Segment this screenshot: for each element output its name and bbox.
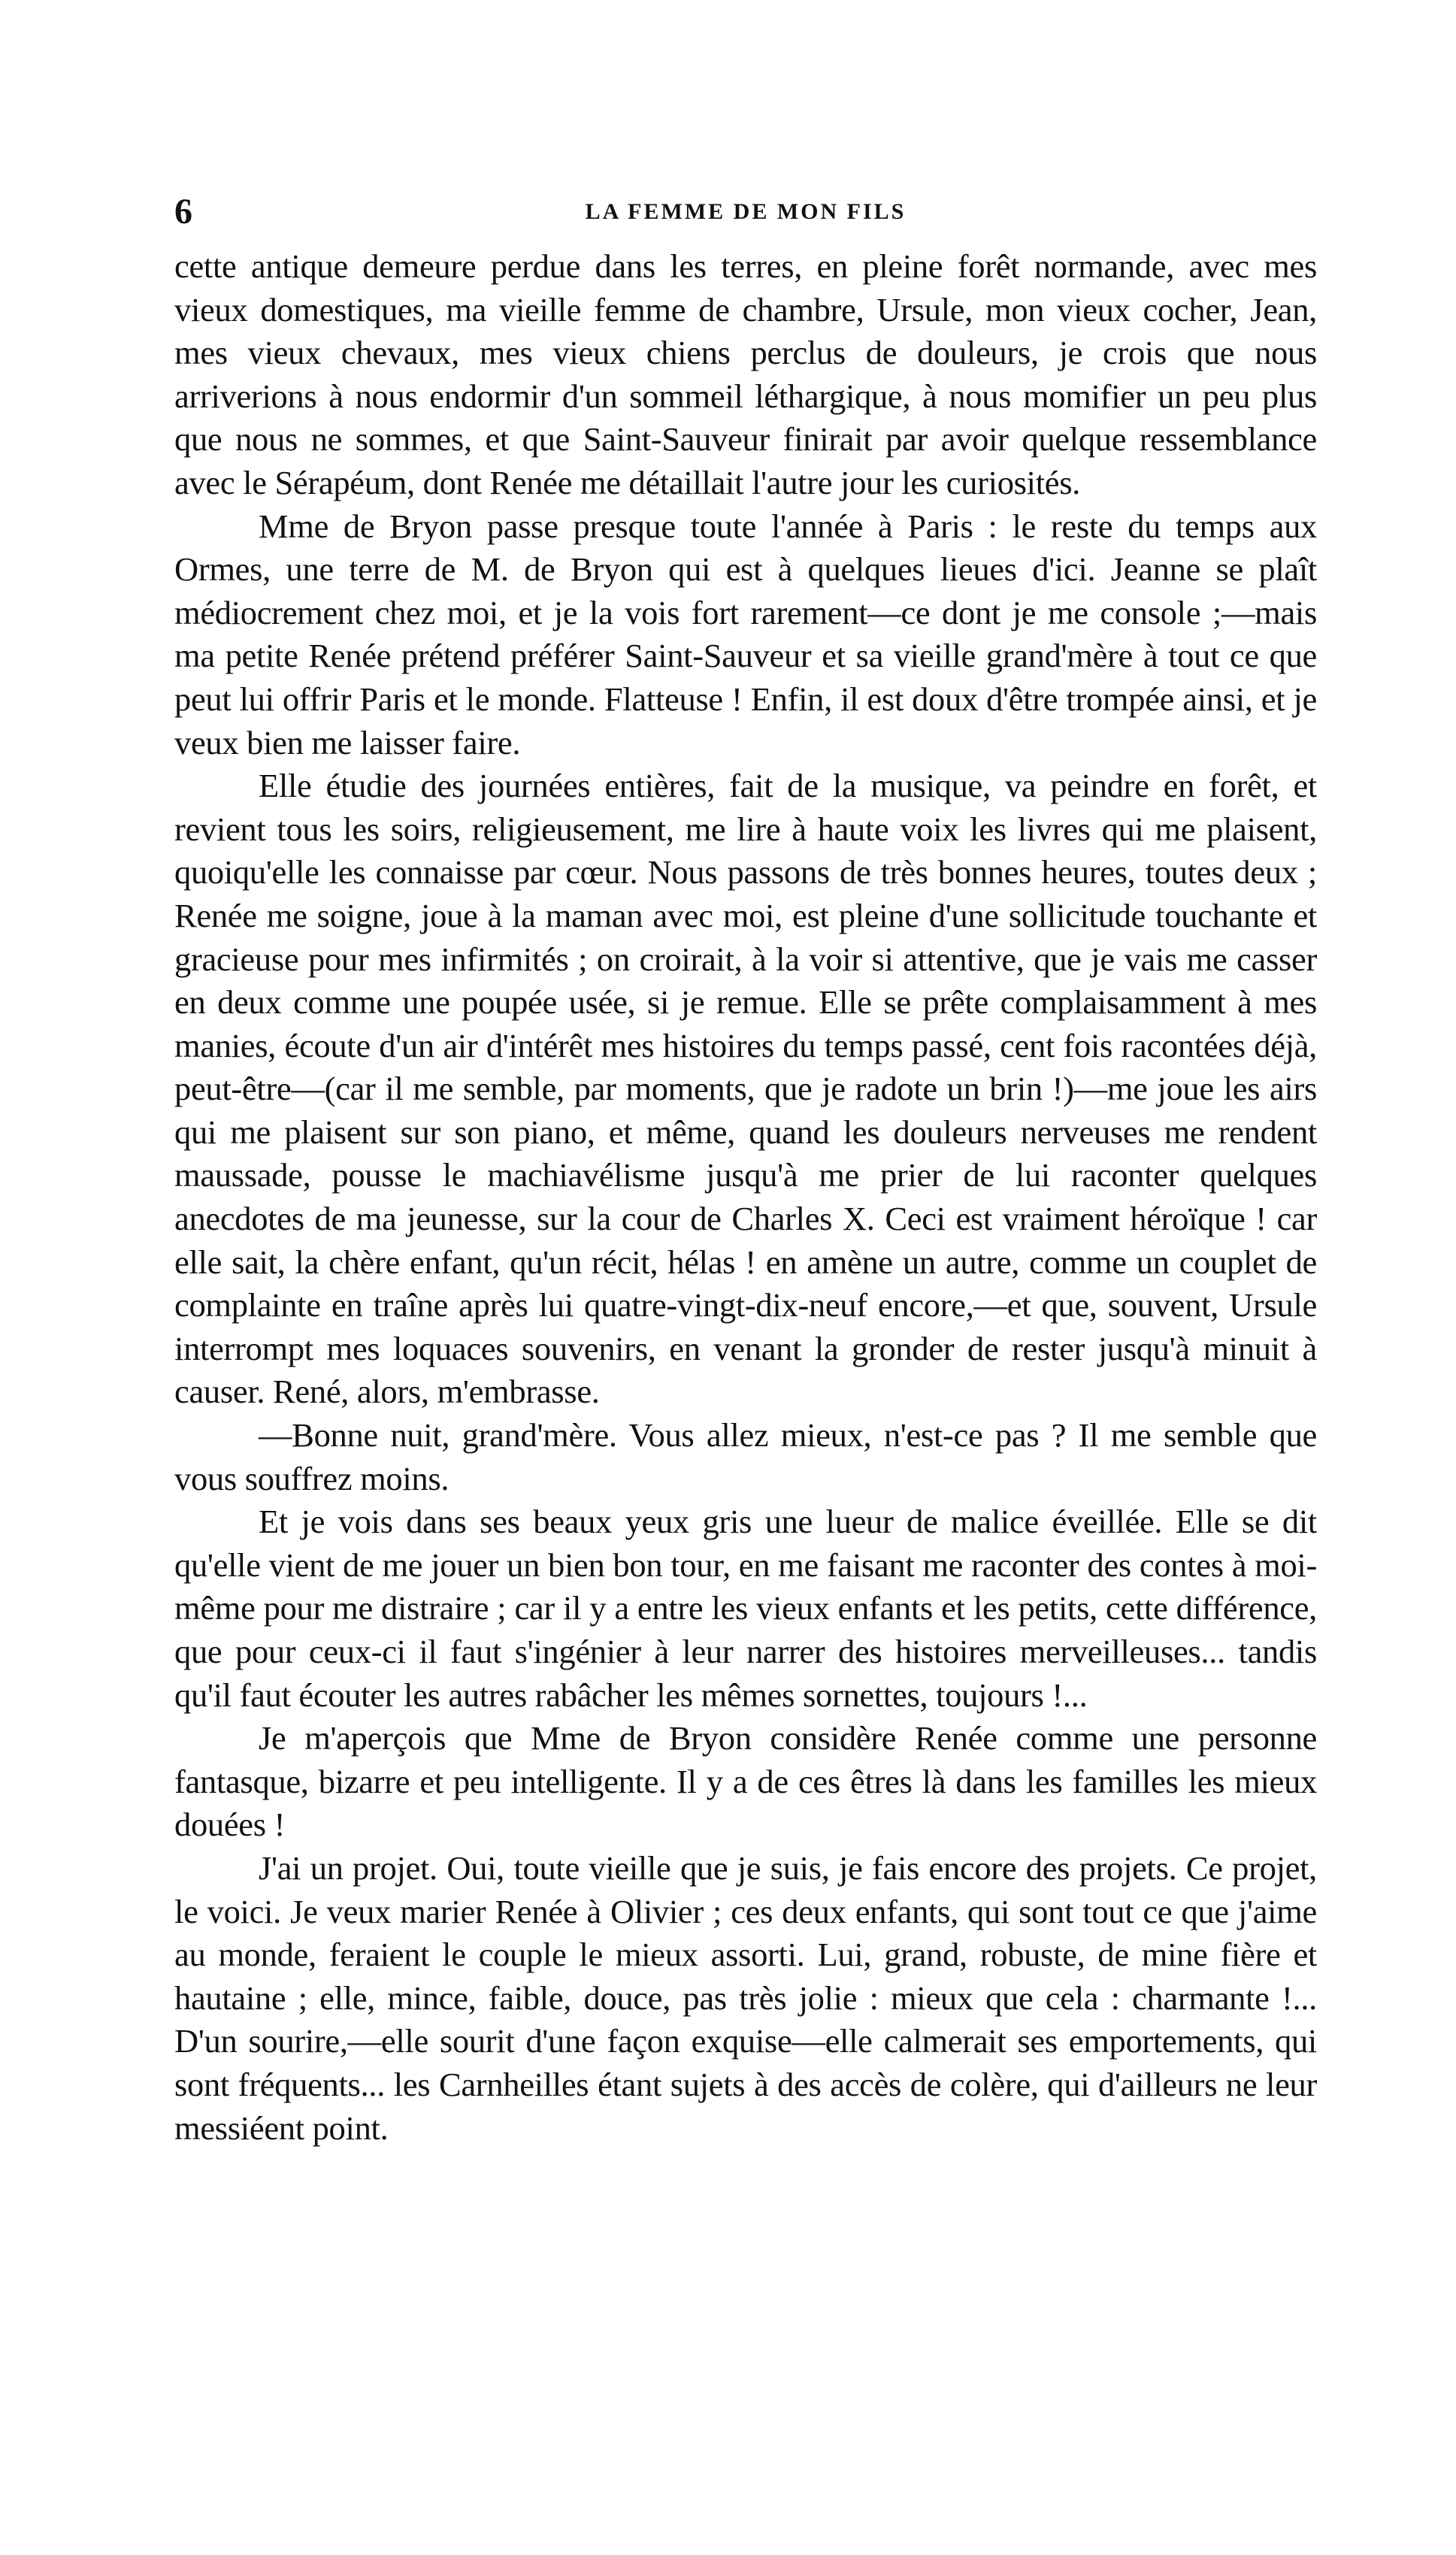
paragraph-1: cette antique demeure perdue dans les terres, en pleine forêt normande, avec mes vieux domestiques, ma vieille femme de chambre, Ursule, mon vieux cocher, Jean, mes vieux chevaux, mes vieux chiens perclus de douleurs, je crois que nous arriverions à nous endormir d'un sommeil léthargique, à nous momifier un peu plus que nous ne sommes, et que Saint-Sauveur finirait par avoir quelque ressemblance avec le Sérapéum, dont Renée me détaillait l'autre jour les curiosités. xyxy=(174,247,1317,501)
running-title: LA FEMME DE MON FILS xyxy=(585,199,907,224)
body-text xyxy=(174,245,1317,2150)
paragraph-2: Mme de Bryon passe presque toute l'année à Paris : le reste du temps aux Ormes, une terre de M. de Bryon qui est à quelques lieues d'ici. Jeanne se plaît médiocrement chez moi, et je la vois fort rarement—ce dont je me console ;—mais ma petite Renée prétend préférer Saint-Sauveur et sa vieille grand'mère à tout ce que peut lui offrir Paris et le monde. Flatteuse ! Enfin, il est doux d'être trompée ainsi, et je veux bien me laisser faire. xyxy=(174,507,1317,761)
paragraph-7: J'ai un projet. Oui, toute vieille que je suis, je fais encore des projets. Ce projet, le voici. Je veux marier Renée à Olivier ; ces deux enfants, qui sont tout ce que j'aime au monde, feraient le couple le mieux assorti. Lui, grand, robuste, de mine fière et hautaine ; elle, mince, faible, douce, pas très jolie : mieux que cela : charmante !... D'un sourire,—elle sourit d'une façon exquise—elle calmerait ses emportements, qui sont fréquents... les Carnheilles étant sujets à des accès de colère, qui d'ailleurs ne leur messiéent point. xyxy=(174,1848,1317,2147)
paragraph-4: —Bonne nuit, grand'mère. Vous allez mieux, n'est-ce pas ? Il me semble que vous souffrez moins. xyxy=(174,1416,1317,1497)
page-number: 6 xyxy=(174,192,192,232)
paragraph-6: Je m'aperçois que Mme de Bryon considère Renée comme une personne fantasque, bizarre et peu intelligente. Il y a de ces êtres là dans les familles les mieux douées ! xyxy=(174,1719,1317,1844)
running-head xyxy=(174,189,1317,235)
paragraph-3: Elle étudie des journées entières, fait de la musique, va peindre en forêt, et revient tous les soirs, religieusement, me lire à haute voix les livres qui me plaisent, quoiqu'elle les connaisse par cœur. Nous passons de très bonnes heures, toutes deux ; Renée me soigne, joue à la maman avec moi, est pleine d'une sollicitude touchante et gracieuse pour mes infirmités ; on croirait, à la voir si attentive, que je vais me casser en deux comme une poupée usée, si je remue. Elle se prête complaisamment à mes manies, écoute d'un air d'intérêt mes histoires du temps passé, cent fois racontées déjà, peut-être—(car il me semble, par moments, que je radote un brin !)—me joue les airs qui me plaisent sur son piano, et même, quand les douleurs nerveuses me rendent maussade, pousse le machiavélisme jusqu'à me prier de lui raconter quelques anecdotes de ma jeunesse, sur la cour de Charles X. Ceci est vraiment héroïque ! car elle sait, la chère enfant, qu'un récit, hélas ! en amène un autre, comme un couplet de complainte en traîne après lui quatre-vingt-dix-neuf encore,—et que, souvent, Ursule interrompt mes loquaces souvenirs, en venant la gronder de rester jusqu'à minuit à causer. René, alors, m'embrasse. xyxy=(174,767,1317,1411)
paragraph-5: Et je vois dans ses beaux yeux gris une lueur de malice éveillée. Elle se dit qu'elle vient de me jouer un bien bon tour, en me faisant me raconter des contes à moi-même pour me distraire ; car il y a entre les vieux enfants et les petits, cette différence, que pour ceux-ci il faut s'ingénier à leur narrer des histoires merveilleuses... tandis qu'il faut écouter les autres rabâcher les mêmes sornettes, toujours !... xyxy=(174,1503,1317,1714)
